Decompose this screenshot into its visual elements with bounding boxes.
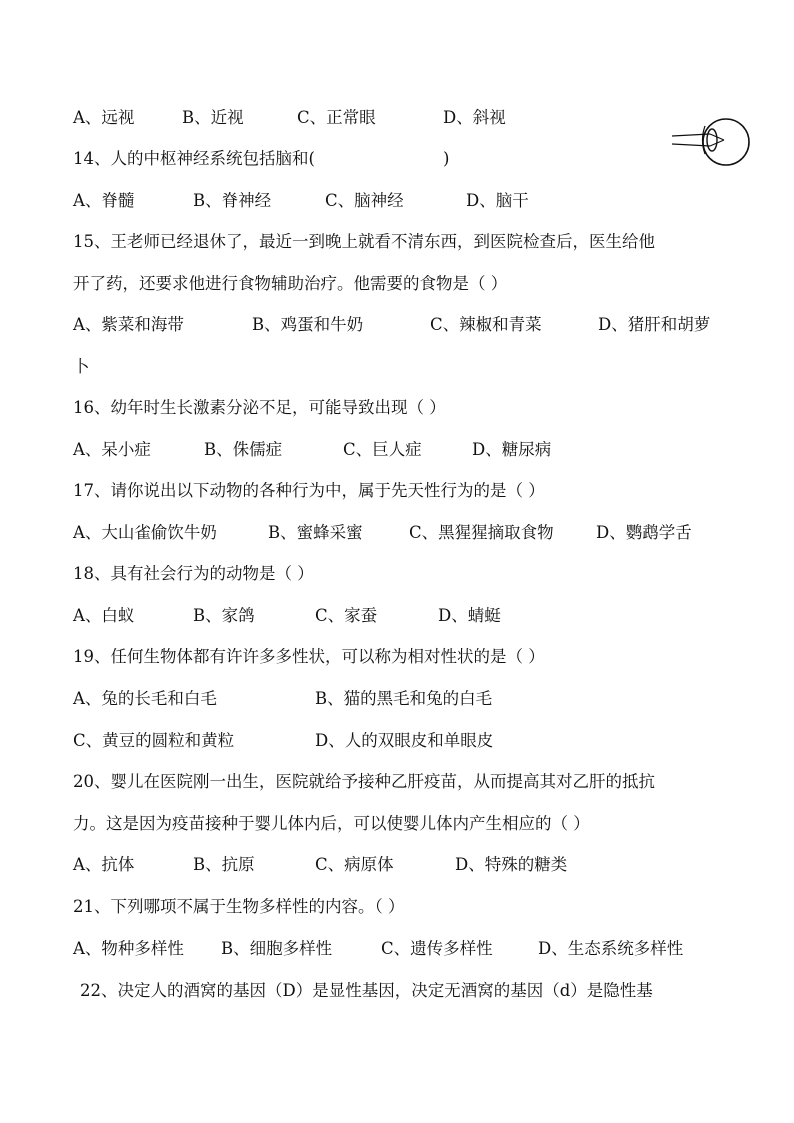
q20-option-a: A、抗体 — [73, 855, 135, 874]
q14-option-a: A、脊髓 — [73, 191, 135, 210]
q19-option-b: B、猫的黑毛和兔的白毛 — [315, 689, 493, 708]
q20-option-c: C、病原体 — [315, 855, 394, 874]
q19-option-d: D、人的双眼皮和单眼皮 — [315, 731, 494, 750]
q14-option-d: D、脑干 — [466, 191, 529, 210]
q18-option-c: C、家蚕 — [315, 606, 378, 625]
q20-stem-line2: 力。这是因为疫苗接种于婴儿体内后，可以使婴儿体内产生相应的（ ） — [73, 814, 590, 833]
q14-close-paren: ) — [443, 149, 450, 168]
q15-option-d-continued: 卜 — [73, 357, 90, 376]
q21-stem: 21、下列哪项不属于生物多样性的内容。（ ） — [73, 897, 405, 916]
q15-stem-line2: 开了药，还要求他进行食物辅助治疗。他需要的食物是（ ） — [73, 274, 508, 293]
q13-option-c: C、正常眼 — [297, 108, 376, 127]
q17-option-c: C、黑猩猩摘取食物 — [409, 523, 554, 542]
q15-option-b: B、鸡蛋和牛奶 — [252, 315, 364, 334]
q22-stem: 22、决定人的酒窝的基因（D）是显性基因，决定无酒窝的基因（d）是隐性基 — [80, 981, 653, 1000]
q16-stem: 16、幼年时生长激素分泌不足，可能导致出现（ ） — [73, 398, 446, 417]
q15-stem-line1: 15、王老师已经退休了，最近一到晚上就看不清东西，到医院检查后，医生给他 — [73, 232, 655, 251]
q15-option-a: A、紫菜和海带 — [73, 315, 184, 334]
q21-option-b: B、细胞多样性 — [221, 939, 333, 958]
q20-option-b: B、抗原 — [193, 855, 255, 874]
q14-option-b: B、脊神经 — [193, 191, 272, 210]
q20-stem-line1: 20、婴儿在医院刚一出生，医院就给予接种乙肝疫苗，从而提高其对乙肝的抵抗 — [73, 772, 655, 791]
q21-option-a: A、物种多样性 — [73, 939, 184, 958]
q15-option-d: D、猪肝和胡萝 — [598, 315, 711, 334]
q18-option-b: B、家鸽 — [193, 606, 255, 625]
q16-option-d: D、糖尿病 — [472, 440, 552, 459]
q16-option-c: C、巨人症 — [343, 440, 422, 459]
q17-option-b: B、蜜蜂采蜜 — [268, 523, 363, 542]
q17-option-d: D、鹦鹉学舌 — [596, 523, 692, 542]
q21-option-c: C、遗传多样性 — [381, 939, 493, 958]
q13-option-d: D、斜视 — [443, 108, 506, 127]
q15-option-c: C、辣椒和青菜 — [430, 315, 542, 334]
q16-option-a: A、呆小症 — [73, 440, 151, 459]
q17-stem: 17、请你说出以下动物的各种行为中，属于先天性行为的是（ ） — [73, 481, 545, 500]
q19-option-a: A、兔的长毛和白毛 — [73, 689, 217, 708]
q14-option-c: C、脑神经 — [325, 191, 404, 210]
q19-stem: 19、任何生物体都有许许多多性状，可以称为相对性状的是（ ） — [73, 647, 545, 666]
q18-option-d: D、蜻蜓 — [438, 606, 501, 625]
q13-option-b: B、近视 — [182, 108, 244, 127]
q21-option-d: D、生态系统多样性 — [538, 939, 684, 958]
q18-stem: 18、具有社会行为的动物是（ ） — [73, 564, 314, 583]
q14-stem: 14、人的中枢神经系统包括脑和( — [73, 149, 315, 168]
q20-option-d: D、特殊的糖类 — [455, 855, 568, 874]
q19-option-c: C、黄豆的圆粒和黄粒 — [73, 731, 235, 750]
q16-option-b: B、侏儒症 — [204, 440, 283, 459]
q17-option-a: A、大山雀偷饮牛奶 — [73, 523, 217, 542]
eye-diagram-icon — [672, 114, 752, 170]
q13-option-a: A、远视 — [73, 108, 135, 127]
q18-option-a: A、白蚁 — [73, 606, 135, 625]
